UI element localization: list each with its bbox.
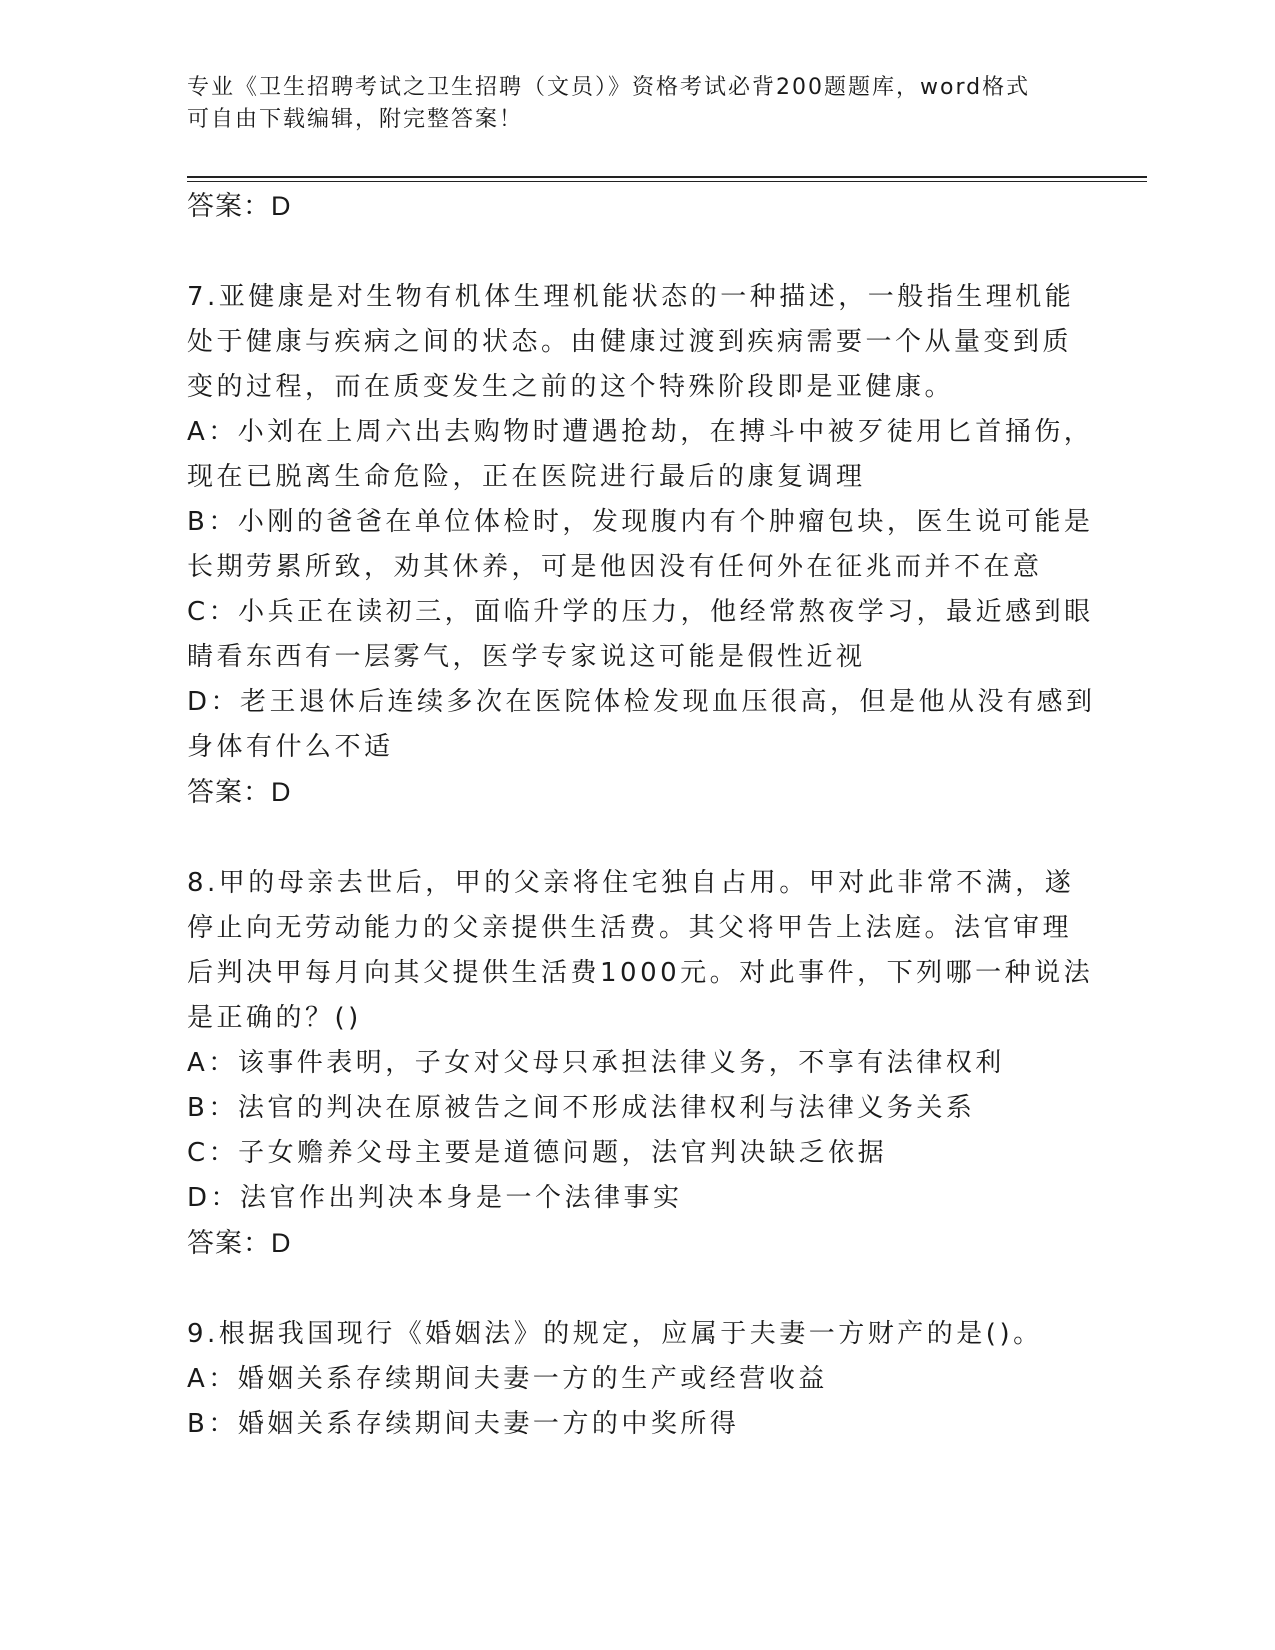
question-7-stem-line: 变的过程，而在质变发生之前的这个特殊阶段即是亚健康。 bbox=[187, 372, 955, 402]
document-body bbox=[187, 184, 1096, 1447]
spacer bbox=[187, 229, 1087, 275]
header-rule-thick bbox=[187, 176, 1147, 178]
question-8-stem-line: 停止向无劳动能力的父亲提供生活费。其父将甲告上法庭。法官审理 bbox=[187, 913, 1073, 943]
question-7-option-c: C：小兵正在读初三，面临升学的压力，他经常熬夜学习，最近感到眼 bbox=[187, 597, 1094, 627]
question-8-stem-line: 后判决甲每月向其父提供生活费1000元。对此事件，下列哪一种说法 bbox=[187, 958, 1094, 988]
question-7-option-a: 现在已脱离生命危险，正在医院进行最后的康复调理 bbox=[187, 462, 866, 492]
question-7-option-c: 睛看东西有一层雾气，医学专家说这可能是假性近视 bbox=[187, 642, 866, 672]
question-7 bbox=[187, 275, 1096, 815]
question-8-option-d: D：法官作出判决本身是一个法律事实 bbox=[187, 1183, 683, 1213]
question-8 bbox=[187, 861, 1094, 1266]
question-9-option-a: A：婚姻关系存续期间夫妻一方的生产或经营收益 bbox=[187, 1364, 828, 1394]
question-7-option-d: 身体有什么不适 bbox=[187, 732, 394, 762]
question-9-stem: 9.根据我国现行《婚姻法》的规定，应属于夫妻一方财产的是()。 bbox=[187, 1319, 1043, 1349]
question-8-option-a: A：该事件表明，子女对父母只承担法律义务，不享有法律权利 bbox=[187, 1048, 1005, 1078]
header-line-1: 专业《卫生招聘考试之卫生招聘（文员）》资格考试必背200题题库，word格式 bbox=[187, 75, 1031, 100]
question-9-option-b: B：婚姻关系存续期间夫妻一方的中奖所得 bbox=[187, 1409, 740, 1439]
question-7-answer: 答案：D bbox=[187, 777, 292, 807]
question-8-stem-line: 8.甲的母亲去世后，甲的父亲将住宅独自占用。甲对此非常不满，遂 bbox=[187, 868, 1075, 898]
header-rule-thin bbox=[187, 181, 1147, 182]
question-8-answer: 答案：D bbox=[187, 1228, 292, 1258]
question-8-option-b: B：法官的判决在原被告之间不形成法律权利与法律义务关系 bbox=[187, 1093, 976, 1123]
question-7-option-a: A：小刘在上周六出去购物时遭遇抢劫，在搏斗中被歹徒用匕首捅伤， bbox=[187, 417, 1094, 447]
previous-answer: 答案：D bbox=[187, 191, 292, 221]
spacer bbox=[187, 1266, 1087, 1312]
header-line-2: 可自由下载编辑，附完整答案！ bbox=[187, 107, 524, 132]
question-9 bbox=[187, 1312, 1087, 1447]
question-7-stem-line: 7.亚健康是对生物有机体生理机能状态的一种描述，一般指生理机能 bbox=[187, 282, 1075, 312]
question-8-stem-line: 是正确的？() bbox=[187, 1003, 362, 1033]
question-8-option-c: C：子女赡养父母主要是道德问题，法官判决缺乏依据 bbox=[187, 1138, 888, 1168]
spacer bbox=[187, 815, 1087, 861]
question-7-option-b: 长期劳累所致，劝其休养，可是他因没有任何外在征兆而并不在意 bbox=[187, 552, 1043, 582]
document-header bbox=[187, 72, 1067, 136]
question-7-stem-line: 处于健康与疾病之间的状态。由健康过渡到疾病需要一个从量变到质 bbox=[187, 327, 1073, 357]
question-7-option-b: B：小刚的爸爸在单位体检时，发现腹内有个肿瘤包块，医生说可能是 bbox=[187, 507, 1094, 537]
question-7-option-d: D：老王退休后连续多次在医院体检发现血压很高，但是他从没有感到 bbox=[187, 687, 1096, 717]
